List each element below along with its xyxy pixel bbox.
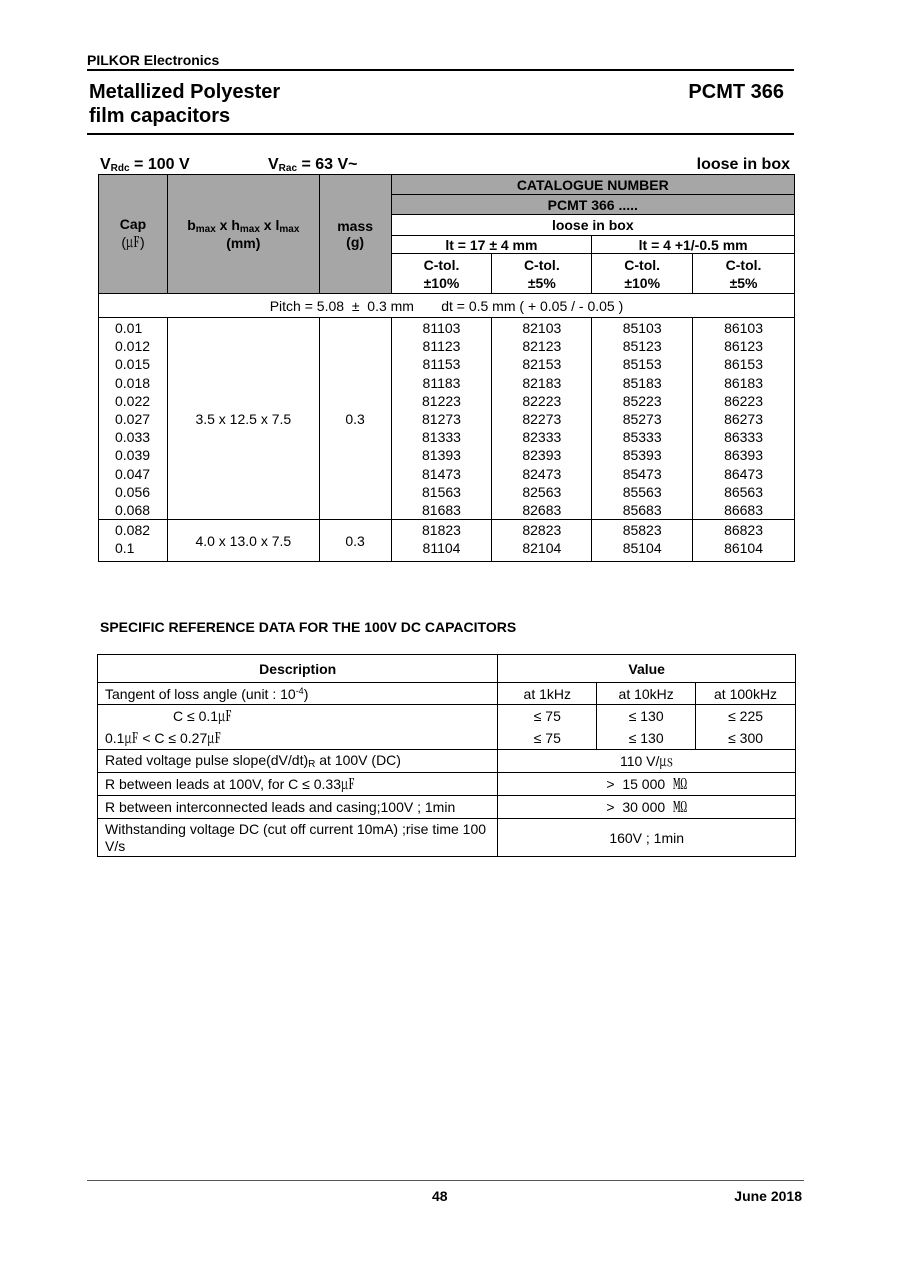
mass-header	[319, 175, 391, 294]
value-100kHz-row1: ≤ 225	[728, 708, 764, 724]
cell-value: 81103	[422, 320, 461, 336]
series-header: PCMT 366 .....	[391, 195, 794, 215]
dim-l: x l	[259, 217, 280, 233]
cell-value: 85223	[622, 392, 662, 409]
tangent-label-text: Tangent of loss angle (unit : 10	[105, 685, 296, 702]
freq-10kHz: at 10kHz	[597, 683, 696, 705]
description-header: Description	[98, 655, 498, 683]
r-casing-label: R between interconnected leads and casing;100V ; 1min	[98, 796, 498, 819]
cell-value: 86183	[724, 374, 764, 391]
tolerance-header-2	[492, 254, 592, 294]
cell-value: 81104	[422, 540, 461, 557]
tolerance-header-3-line1: C-tol.	[624, 256, 661, 273]
cell-value: 86273	[724, 411, 764, 428]
cell-value: 81473	[422, 465, 461, 482]
catalogue-col-3-group-1	[592, 318, 693, 520]
cell-value: 82103	[522, 320, 562, 336]
cell-value: 0.012	[115, 338, 151, 355]
cell-value: 85153	[622, 356, 662, 373]
title-line-1: Metallized Polyester	[89, 81, 281, 103]
cell-value: 86473	[724, 465, 764, 482]
company-name: PILKOR Electronics	[87, 52, 220, 68]
tolerance-header-3	[592, 254, 693, 294]
cell-value: 0.082	[115, 522, 151, 539]
catalogue-col-1-group-1	[391, 318, 492, 520]
r-casing-value: > 30 000 ㏁	[498, 796, 796, 819]
tangent-conditions	[98, 705, 498, 750]
condition-1: C ≤ 0.1㎌	[173, 708, 233, 724]
table-row	[99, 318, 795, 520]
cell-value: 85563	[622, 483, 662, 500]
cell-value: 81333	[422, 429, 461, 446]
value-1kHz-row2: ≤ 75	[533, 730, 561, 746]
table-row	[99, 520, 795, 562]
cell-value: 82683	[522, 502, 562, 519]
mass-header-unit: (g)	[346, 234, 365, 250]
vrac-prefix: V	[268, 156, 279, 173]
catalogue-number-header: CATALOGUE NUMBER	[391, 175, 794, 195]
cell-value: 85103	[622, 320, 662, 336]
withstand-label: Withstanding voltage DC (cut off current 10mA) ;rise time 100 V/s	[98, 819, 498, 857]
dimension-group-2: 4.0 x 13.0 x 7.5	[167, 520, 319, 562]
tolerance-header-3-line2: ±10%	[624, 274, 661, 291]
product-code: PCMT 366	[688, 81, 784, 103]
cell-value: 86223	[724, 392, 764, 409]
value-10kHz-row1: ≤ 130	[628, 708, 664, 724]
header-bottom-rule	[87, 133, 794, 135]
cell-value: 85393	[622, 447, 662, 464]
lead-length-header-1: lt = 17 ± 4 mm	[391, 236, 592, 254]
document-title	[89, 80, 280, 128]
cell-value: 82273	[522, 411, 562, 428]
tolerance-header-1-line2: ±10%	[423, 274, 460, 291]
mass-group-2: 0.3	[319, 520, 391, 562]
cell-value: 81393	[422, 447, 461, 464]
cell-value: 0.027	[115, 411, 151, 428]
cell-value: 86563	[724, 483, 764, 500]
values-10kHz	[597, 705, 696, 750]
cell-value: 86333	[724, 429, 764, 446]
cap-values-group-1	[99, 318, 168, 520]
pulse-slope-suffix: at 100V (DC)	[315, 752, 401, 768]
cell-value: 0.047	[115, 465, 151, 482]
vrdc-rating	[100, 156, 190, 174]
lead-length-header-2: lt = 4 +1/-0.5 mm	[592, 236, 795, 254]
cell-value: 81183	[422, 374, 461, 391]
cell-value: 0.068	[115, 502, 151, 519]
cell-value: 81823	[422, 522, 461, 539]
vrac-sub: Rac	[278, 163, 298, 174]
cell-value: 0.1	[115, 540, 135, 557]
cell-value: 82563	[522, 483, 562, 500]
value-10kHz-row2: ≤ 130	[628, 730, 664, 746]
cap-values-group-2	[99, 520, 168, 562]
cell-value: 0.056	[115, 483, 151, 500]
cell-value: 82823	[522, 522, 562, 539]
value-header: Value	[498, 655, 796, 683]
catalogue-table	[98, 174, 795, 562]
tolerance-header-1-line1: C-tol.	[423, 256, 460, 273]
cap-header-unit: (㎌)	[121, 234, 145, 250]
tolerance-header-2-line2: ±5%	[527, 274, 556, 291]
dim-h: x h	[215, 217, 240, 233]
header-top-rule	[87, 69, 794, 71]
cell-value: 85183	[622, 374, 662, 391]
packaging-label: loose in box	[696, 156, 790, 173]
catalogue-col-4-group-2	[693, 520, 795, 562]
cell-value: 85123	[622, 338, 662, 355]
dimension-header-label	[168, 217, 319, 235]
cell-value: 85683	[622, 502, 662, 519]
cell-value: 82153	[522, 356, 562, 373]
value-1kHz-row1: ≤ 75	[533, 708, 561, 724]
cell-value: 82393	[522, 447, 562, 464]
cell-value: 86103	[724, 320, 764, 336]
cell-value: 81273	[422, 411, 461, 428]
cell-value: 85473	[622, 465, 662, 482]
catalogue-col-1-group-2	[391, 520, 492, 562]
tangent-label-close: )	[303, 685, 309, 702]
tolerance-header-2-line1: C-tol.	[523, 256, 560, 273]
vrac-value: = 63 V~	[297, 156, 358, 173]
withstand-value: 160V ; 1min	[498, 819, 796, 857]
values-100kHz	[696, 705, 796, 750]
cell-value: 0.022	[115, 392, 151, 409]
cell-value: 82123	[522, 338, 562, 355]
cell-value: 0.015	[115, 356, 151, 373]
cell-value: 86823	[724, 522, 764, 539]
cell-value: 81223	[422, 392, 461, 409]
pulse-slope-sub: R	[308, 759, 316, 770]
cell-value: 81153	[422, 356, 461, 373]
tolerance-header-4-line1: C-tol.	[725, 256, 762, 273]
cell-value: 82223	[522, 392, 562, 409]
dim-b-sub: max	[195, 224, 216, 235]
footer-rule	[87, 1180, 804, 1181]
cell-value: 82333	[522, 429, 562, 446]
r-leads-label: R between leads at 100V, for C ≤ 0.33㎌	[98, 773, 498, 796]
vrdc-value: = 100 V	[129, 156, 190, 173]
condition-2: 0.1㎌ < C ≤ 0.27㎌	[105, 730, 222, 746]
vrdc-sub: Rdc	[110, 163, 130, 174]
packaging-header: loose in box	[391, 215, 794, 236]
tangent-label	[98, 683, 498, 705]
cap-header	[99, 175, 168, 294]
tolerance-header-4-line2: ±5%	[729, 274, 758, 291]
catalogue-col-2-group-2	[492, 520, 592, 562]
cell-value: 0.01	[115, 320, 143, 336]
cell-value: 86683	[724, 502, 764, 519]
tolerance-header-4	[693, 254, 795, 294]
pulse-slope-text: Rated voltage pulse slope(dV/dt)	[105, 752, 309, 768]
freq-100kHz: at 100kHz	[696, 683, 796, 705]
cell-value: 85104	[622, 540, 662, 557]
reference-section-title: SPECIFIC REFERENCE DATA FOR THE 100V DC CAPACITORS	[100, 619, 517, 635]
cell-value: 82104	[522, 540, 562, 557]
cell-value: 81683	[422, 502, 461, 519]
cell-value: 86393	[724, 447, 764, 464]
cell-value: 86104	[724, 540, 764, 557]
mass-group-1: 0.3	[319, 318, 391, 520]
catalogue-col-2-group-1	[492, 318, 592, 520]
freq-1kHz: at 1kHz	[498, 683, 597, 705]
tangent-exponent: -4	[295, 685, 304, 696]
ratings-line	[100, 156, 790, 176]
reference-table	[97, 654, 796, 857]
cap-header-label: Cap	[119, 216, 147, 232]
catalogue-col-4-group-1	[693, 318, 795, 520]
footer-date: June 2018	[734, 1188, 802, 1204]
dim-l-sub: max	[279, 224, 300, 235]
cell-value: 0.039	[115, 447, 151, 464]
values-1kHz	[498, 705, 597, 750]
mass-header-label: mass	[337, 218, 374, 234]
r-leads-value: > 15 000 ㏁	[498, 773, 796, 796]
dimension-header	[167, 175, 319, 294]
cell-value: 86153	[724, 356, 764, 373]
title-line-2: film capacitors	[89, 105, 231, 127]
pitch-row: Pitch = 5.08 ± 0.3 mm dt = 0.5 mm ( + 0.05 / - 0.05 )	[99, 294, 795, 318]
cell-value: 86123	[724, 338, 764, 355]
cell-value: 85333	[622, 429, 662, 446]
dim-h-sub: max	[239, 224, 260, 235]
cell-value: 81123	[422, 338, 461, 355]
vrac-rating	[268, 156, 358, 174]
pulse-slope-label	[98, 750, 498, 773]
cell-value: 85273	[622, 411, 662, 428]
pulse-slope-value: 110 V/㎲	[498, 750, 796, 773]
cell-value: 0.018	[115, 374, 151, 391]
cell-value: 82183	[522, 374, 562, 391]
tolerance-header-1	[391, 254, 492, 294]
cell-value: 85823	[622, 522, 662, 539]
dim-b: b	[187, 217, 196, 233]
cell-value: 82473	[522, 465, 562, 482]
dimension-group-1: 3.5 x 12.5 x 7.5	[167, 318, 319, 520]
cell-value: 0.033	[115, 429, 151, 446]
catalogue-col-3-group-2	[592, 520, 693, 562]
vrdc-prefix: V	[100, 156, 111, 173]
dimension-header-unit: (mm)	[226, 235, 261, 251]
value-100kHz-row2: ≤ 300	[728, 730, 764, 746]
cell-value: 81563	[422, 483, 461, 500]
page-number: 48	[432, 1188, 448, 1204]
